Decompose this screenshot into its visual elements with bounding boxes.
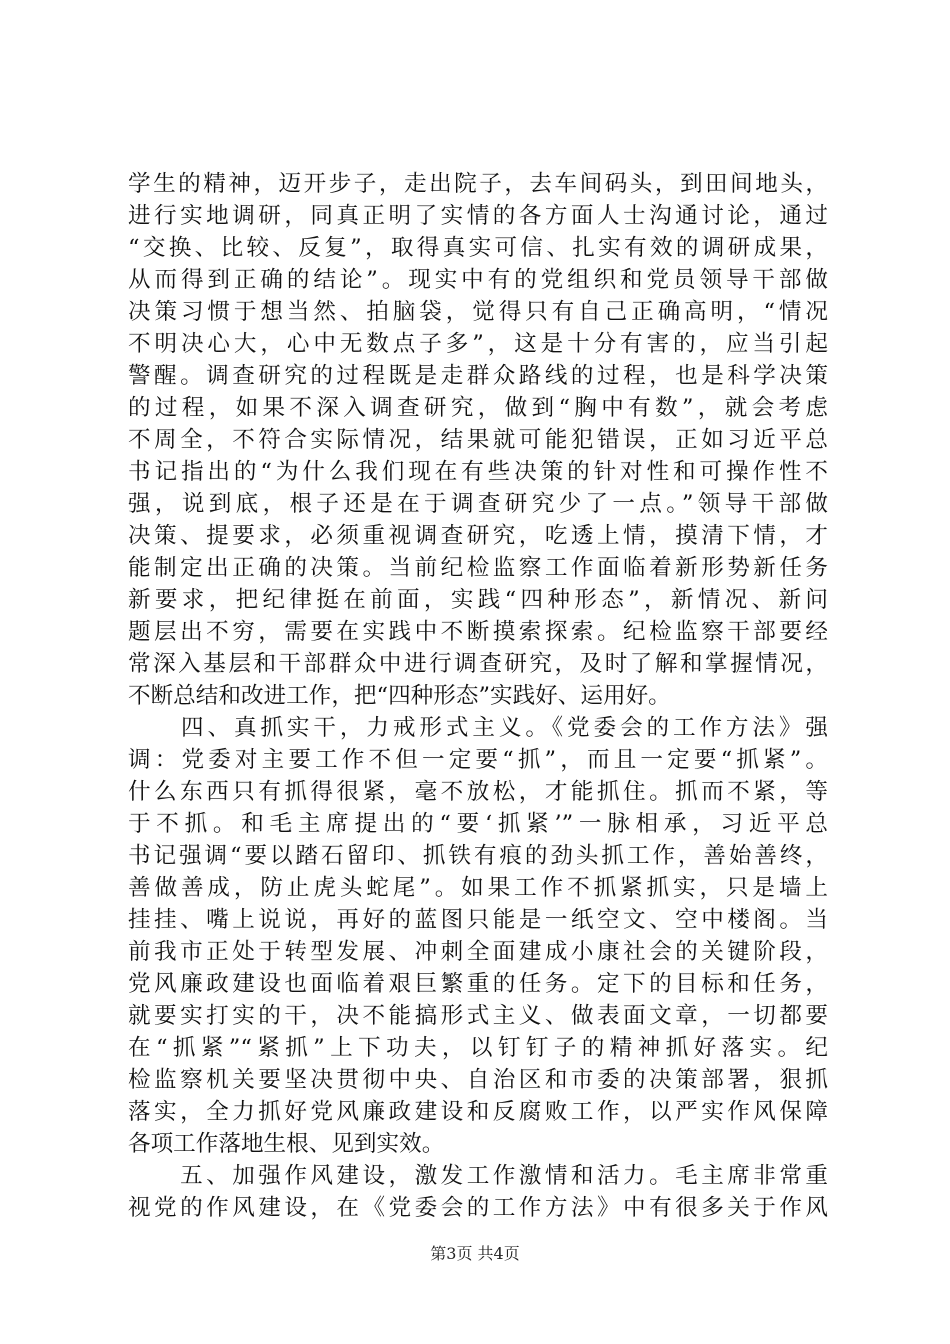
text-line: 常深入基层和干部群众中进行调查研究，及时了解和掌握情况， (128, 651, 828, 677)
text-line: “交换、比较、反复”，取得真实可信、扎实有效的调研成果， (128, 235, 828, 261)
text-line: 五、加强作风建设，激发工作激情和活力。毛主席非常重 (128, 1163, 828, 1189)
text-line: 在“抓紧”“紧抓”上下功夫，以钉钉子的精神抓好落实。纪 (128, 1035, 828, 1061)
text-line: 从而得到正确的结论”。现实中有的党组织和党员领导干部做 (128, 267, 828, 293)
text-line: 什么东西只有抓得很紧，毫不放松，才能抓住。抓而不紧，等 (128, 779, 828, 805)
text-line: 视党的作风建设，在《党委会的工作方法》中有很多关于作风 (128, 1195, 828, 1221)
text-line: 进行实地调研，同真正明了实情的各方面人士沟通讨论，通过 (128, 203, 828, 229)
text-line: 书记指出的“为什么我们现在有些决策的针对性和可操作性不 (128, 459, 828, 485)
body-text (128, 168, 828, 1224)
page-footer: 第3页 共4页 (430, 1244, 520, 1263)
text-line: 不周全，不符合实际情况，结果就可能犯错误，正如习近平总 (128, 427, 828, 453)
text-line: 强，说到底，根子还是在于调查研究少了一点。”领导干部做 (128, 491, 828, 517)
text-line: 新要求，把纪律挺在前面，实践“四种形态”，新情况、新问 (128, 587, 828, 613)
text-line: 决策、提要求，必须重视调查研究，吃透上情，摸清下情，才 (128, 523, 828, 549)
text-line: 挂挂、嘴上说说，再好的蓝图只能是一纸空文、空中楼阁。当 (128, 907, 828, 933)
text-line: 不明决心大，心中无数点子多”，这是十分有害的，应当引起 (128, 331, 828, 357)
text-line: 四、真抓实干，力戒形式主义。《党委会的工作方法》强 (128, 715, 828, 741)
text-line: 能制定出正确的决策。当前纪检监察工作面临着新形势新任务 (128, 555, 828, 581)
text-line: 前我市正处于转型发展、冲刺全面建成小康社会的关键阶段， (128, 939, 828, 965)
text-line: 的过程，如果不深入调查研究，做到“胸中有数”，就会考虑 (128, 395, 828, 421)
text-line: 不断总结和改进工作，把“四种形态”实践好、运用好。 (128, 683, 671, 709)
text-line: 调：党委对主要工作不但一定要“抓”，而且一定要“抓紧”。 (128, 747, 828, 773)
text-line: 于不抓。和毛主席提出的“要‘抓紧’”一脉相承，习近平总 (128, 811, 828, 837)
text-line: 检监察机关要坚决贯彻中央、自治区和市委的决策部署，狠抓 (128, 1067, 828, 1093)
text-line: 警醒。调查研究的过程既是走群众路线的过程，也是科学决策 (128, 363, 828, 389)
text-line: 落实，全力抓好党风廉政建设和反腐败工作，以严实作风保障 (128, 1099, 828, 1125)
text-line: 善做善成，防止虎头蛇尾”。如果工作不抓紧抓实，只是墙上 (128, 875, 828, 901)
text-line: 题层出不穷，需要在实践中不断摸索探索。纪检监察干部要经 (128, 619, 828, 645)
text-line: 决策习惯于想当然、拍脑袋，觉得只有自己正确高明，“情况 (128, 299, 828, 325)
text-line: 学生的精神，迈开步子，走出院子，去车间码头，到田间地头， (128, 171, 828, 197)
text-line: 就要实打实的干，决不能搞形式主义、做表面文章，一切都要 (128, 1003, 828, 1029)
text-line: 党风廉政建设也面临着艰巨繁重的任务。定下的目标和任务， (128, 971, 828, 997)
text-line: 书记强调“要以踏石留印、抓铁有痕的劲头抓工作，善始善终， (128, 843, 828, 869)
text-line: 各项工作落地生根、见到实效。 (128, 1131, 445, 1157)
